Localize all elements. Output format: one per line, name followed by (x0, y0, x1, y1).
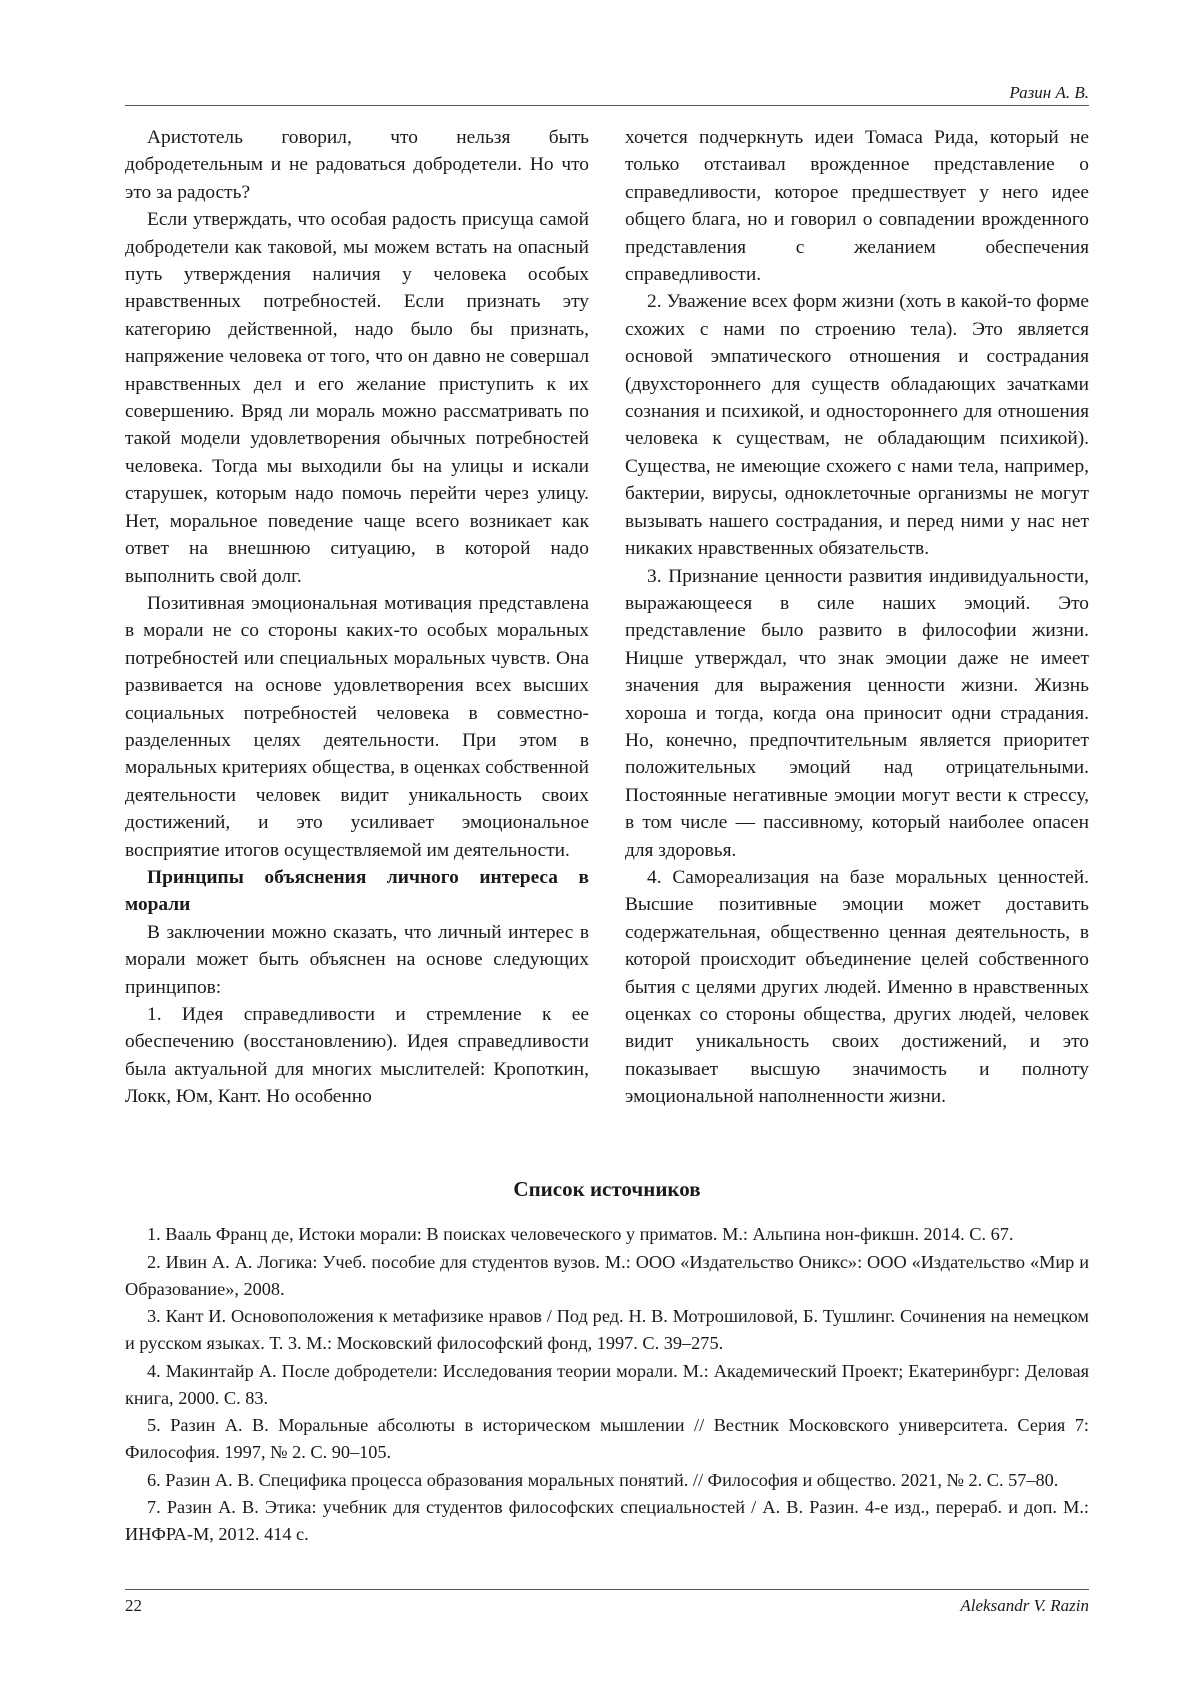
reference-item: 6. Разин А. В. Специфика процесса образования моральных понятий. // Философия и общество. 2021, № 2. С. 57–80. (147, 1469, 1059, 1490)
reference-item: 4. Макинтайр А. После добродетели: Исследования теории морали. М.: Академический Проект; Екатеринбург: Деловая книга, 2000. С. 83. (125, 1360, 1089, 1408)
running-header (125, 83, 1089, 106)
two-column-body (125, 124, 1089, 1111)
paragraph: 3. Признание ценности развития индивидуальности, выражающееся в силе наших эмоций. Это представление было развито в философии жизни. Ницше утверждал, что знак эмоции даже не имеет значения для выражения ценности жизни. Жизнь хороша и тогда, когда она приносит одни страдания. Но, конечно, предпочтительным является приоритет положительных эмоций над отрицательными. Постоянные негативные эмоции могут вести к стрессу, в том числе — пассивному, который наиболее опасен для здоровья. (625, 565, 1089, 861)
paragraph: 2. Уважение всех форм жизни (хоть в какой-то форме схожих с нами по строению тела). Это является основой эмпатического отношения и сострадания (двухстороннего для существ обладающих зачатками сознания и психикой, и одностороннего для отношения человека к существам, не обладающим психикой). Существа, не имеющие схожего с нами тела, например, бактерии, вирусы, одноклеточные организмы не могут вызывать нашего сострадания, и перед ними у нас нет никаких нравственных обязательств. (625, 291, 1089, 560)
reference-item: 3. Кант И. Основоположения к метафизике нравов / Под ред. Н. В. Мотрошиловой, Б. Тушлинг. Сочинения на немецком и русском языках. Т. 3. М.: Московский философский фонд, 1997. С. 39–275. (125, 1306, 1089, 1353)
paragraph: Позитивная эмоциональная мотивация представлена в морали не со стороны каких-то особых моральных потребностей или специальных моральных чувств. Она развивается на основе удовлетворения всех высших социальных потребностей человека в совместно-разделенных целях деятельности. При этом в моральных критериях общества, в оценках собственной деятельности человек видит уникальность своих достижений, и это усиливает эмоциональное восприятие итогов осуществляемой им деятельности. (125, 592, 589, 861)
paragraph-continued: хочется подчеркнуть идеи Томаса Рида, который не только отстаивал врожденное представление о справедливости, которое предшествует у него идее общего блага, но и говорил о совпадении врожденного представления с желанием обеспечения справедливости. (625, 127, 1089, 286)
footer-author: Aleksandr V. Razin (960, 1596, 1089, 1615)
header-author: Разин А. В. (1009, 83, 1089, 102)
right-column (625, 124, 1089, 1111)
paragraph: 4. Самореализация на базе моральных ценностей. Высшие позитивные эмоции может доставить содержательная, общественно ценная деятельность, в которой происходит объединение целей собственного бытия с целями других людей. Именно в нравственных оценках со стороны общества, других людей, человек видит уникальность своих достижений, и это показывает высшую значимость и полноту эмоциональной наполненности жизни. (625, 866, 1089, 1108)
left-column (125, 124, 589, 1111)
running-footer (125, 1589, 1089, 1615)
reference-item: 5. Разин А. В. Моральные абсолюты в историческом мышлении // Вестник Московского университета. Серия 7: Философия. 1997, № 2. С. 90–105. (125, 1415, 1089, 1462)
references-title: Список источников (513, 1177, 701, 1201)
references-list (125, 1221, 1089, 1549)
reference-item: 1. Вааль Франц де, Истоки морали: В поисках человеческого у приматов. М.: Альпина нон-фикшн. 2014. С. 67. (147, 1224, 1014, 1244)
section-heading: Принципы объяснения личного интереса в морали (125, 866, 589, 916)
paragraph: Если утверждать, что особая радость присуща самой добродетели как таковой, мы можем встать на опасный путь утверждения наличия у человека особых нравственных потребностей. Если признать эту категорию действенной, надо было бы признать, напряжение человека от того, что он давно не совершал нравственных дел и его желание приступить к их совершению. Вряд ли мораль можно рассматривать по такой модели удовлетворения обычных потребностей человека. Тогда мы выходили бы на улицы и искали старушек, которым надо помочь перейти через улицу. Нет, моральное поведение чаще всего возникает как ответ на внешнюю ситуацию, в которой надо выполнить свой долг. (125, 209, 589, 587)
reference-item: 7. Разин А. В. Этика: учебник для студентов философских специальностей / А. В. Разин. 4-е изд., перераб. и доп. М.: ИНФРА-М, 2012. 414 с. (125, 1497, 1089, 1544)
paragraph: В заключении можно сказать, что личный интерес в морали может быть объяснен на основе следующих принципов: (125, 921, 589, 998)
paragraph: 1. Идея справедливости и стремление к ее обеспечению (восстановлению). Идея справедливости была актуальной для многих мыслителей: Кропоткин, Локк, Юм, Кант. Но особенно (125, 1004, 589, 1108)
reference-item: 2. Ивин А. А. Логика: Учеб. пособие для студентов вузов. М.: ООО «Издательство Оникс»: ООО «Издательство «Мир и Образование», 2008. (125, 1251, 1089, 1299)
page-number: 22 (125, 1596, 142, 1615)
paragraph: Аристотель говорил, что нельзя быть добродетельным и не радоваться добродетели. Но что это за радость? (125, 127, 589, 203)
